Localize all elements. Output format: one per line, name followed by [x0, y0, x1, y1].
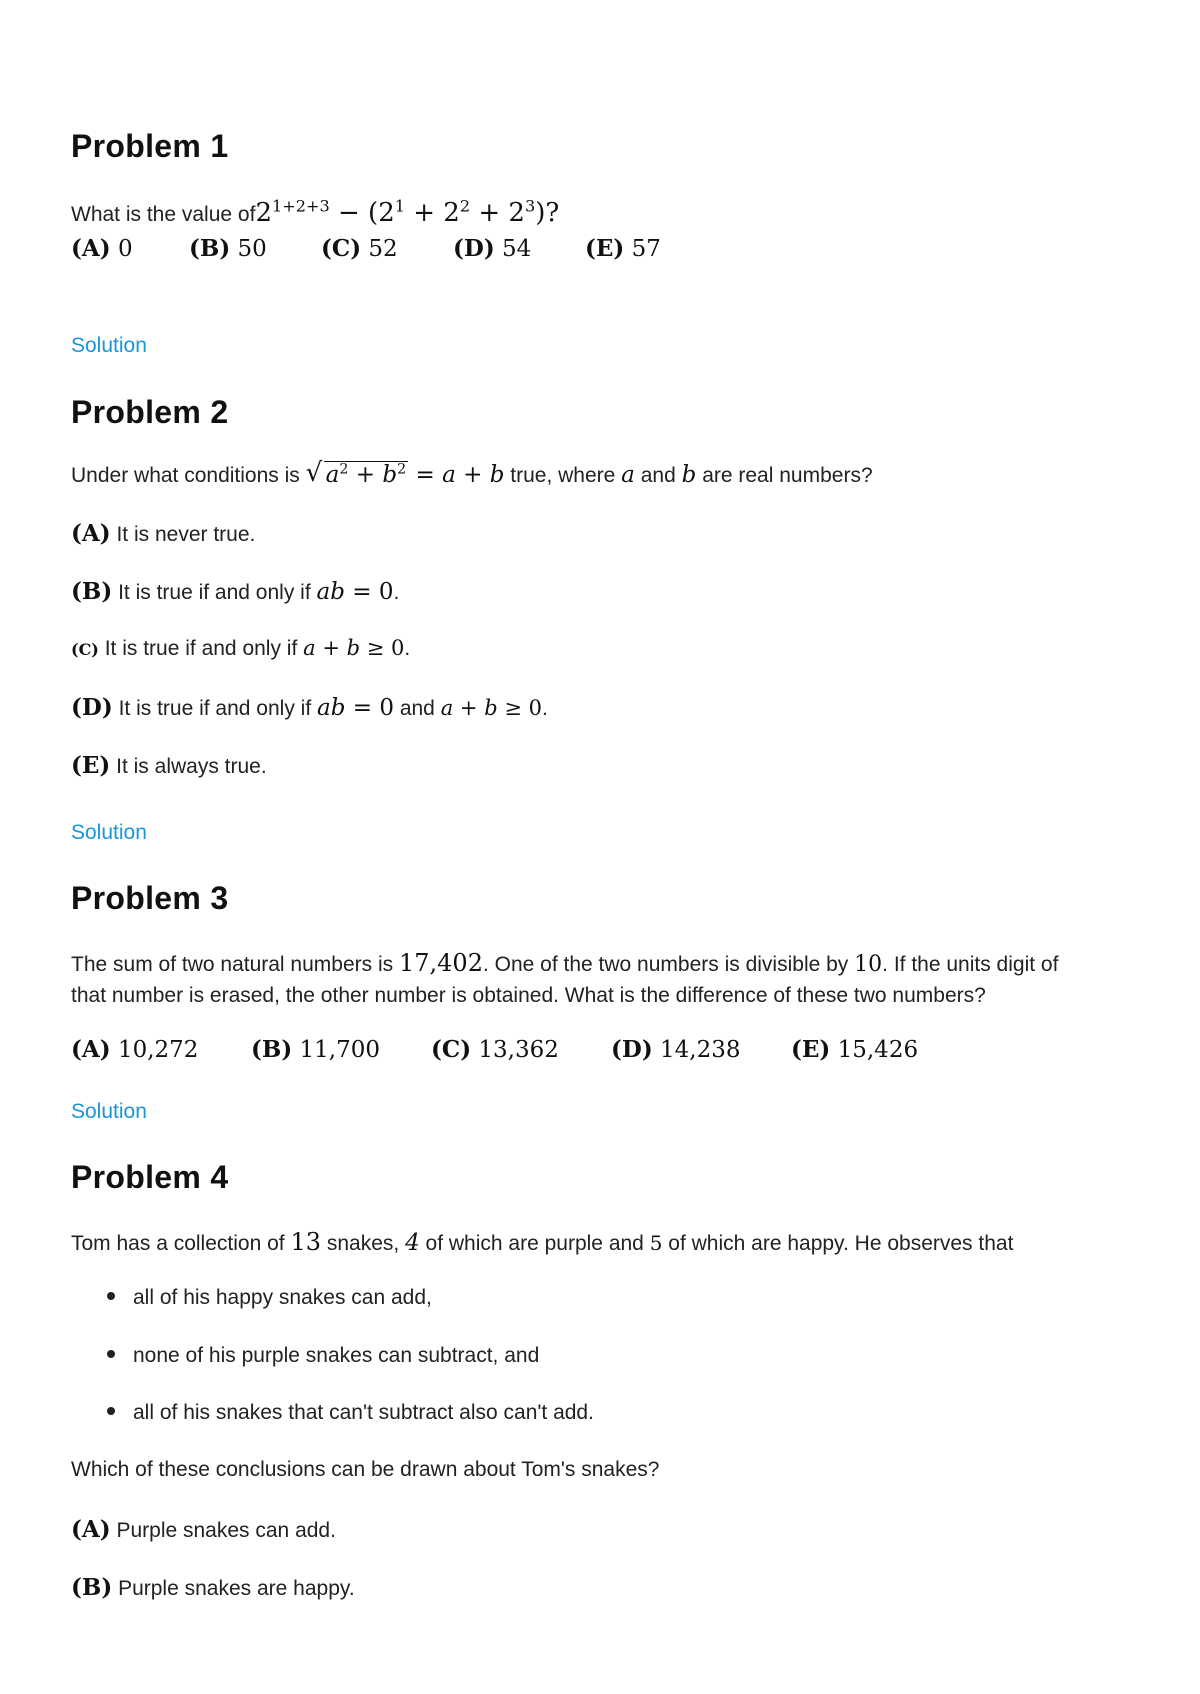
problem-3-choice-c[interactable]: (C) 13,362 [431, 1036, 559, 1063]
problem-2-var-a: a [621, 462, 635, 488]
choice-math-1: ab = 0 [317, 695, 394, 721]
problem-1-choice-a[interactable]: (A) 0 [71, 235, 133, 262]
problem-1-prompt-lead: What is the value of [71, 203, 256, 226]
problem-1-choice-d[interactable]: (D) 54 [453, 235, 532, 262]
problem-3-prompt-line-1 [71, 949, 1058, 977]
prompt-text: of which are happy. He observes that [668, 1232, 1014, 1255]
problem-1-choice-c[interactable]: (C) 52 [321, 235, 398, 262]
problem-2-prompt-lead: Under what conditions is [71, 464, 300, 487]
bullet-icon [107, 1407, 115, 1415]
problem-1-choice-e[interactable]: (E) 57 [585, 235, 661, 262]
problem-4-bullet-3 [107, 1401, 594, 1425]
problem-2-choice-e[interactable] [71, 752, 267, 779]
problem-2-prompt-tail: are real numbers? [702, 464, 873, 487]
bullet-text: all of his happy snakes can add, [133, 1286, 432, 1309]
choice-letter: (A) [71, 1516, 111, 1543]
choice-math-2: a + b ≥ 0 [440, 696, 542, 720]
problem-1-expression: $2^{1+2+3} - (2^1 + 2^2 + 2^3)$? [255, 196, 560, 228]
choice-letter: (C) [71, 640, 99, 659]
bullet-icon [107, 1350, 115, 1358]
problem-2-prompt [71, 458, 873, 488]
problem-4-bullet-1 [107, 1286, 432, 1310]
choice-letter: (A) [71, 520, 111, 547]
prompt-text: . One of the two numbers is divisible by [482, 953, 849, 976]
problem-4-prompt [71, 1228, 1013, 1256]
bullet-text: all of his snakes that can't subtract also can't add. [133, 1401, 594, 1424]
problem-4-choice-b[interactable] [71, 1574, 355, 1601]
problem-3-solution-link[interactable]: Solution [71, 1100, 147, 1123]
choice-tail: . [393, 581, 400, 604]
problem-3-choice-d[interactable]: (D) 14,238 [611, 1036, 741, 1063]
problem-2-prompt-and: and [640, 464, 676, 487]
problem-1-solution-link[interactable]: Solution [71, 334, 147, 357]
problem-2-choice-c[interactable] [71, 636, 410, 661]
choice-letter: (B) [71, 1574, 113, 1601]
bullet-icon [107, 1292, 115, 1300]
choice-tail: . [404, 637, 411, 660]
problem-2-solution-link[interactable]: Solution [71, 821, 147, 844]
choice-text: Purple snakes can add. [116, 1519, 336, 1542]
choice-letter: (B) [71, 578, 113, 605]
problem-3-choices [71, 1036, 918, 1063]
prompt-number: 4 [405, 1230, 420, 1256]
choice-text: It is true if and only if [118, 581, 311, 604]
problem-2-prompt-mid: true, where [510, 464, 616, 487]
problem-3-prompt-line-2: that number is erased, the other number is obtained. What is the difference of these two numbers? [71, 984, 986, 1007]
problem-2-choice-b[interactable] [71, 578, 399, 605]
problem-1-choices [71, 235, 661, 262]
choice-text: It is true if and only if [104, 637, 298, 660]
choice-math: ab = 0 [316, 579, 394, 605]
bullet-text: none of his purple snakes can subtract, and [133, 1344, 540, 1367]
problem-1-heading: Problem 1 [71, 128, 229, 164]
choice-math: a + b ≥ 0 [303, 636, 405, 660]
problem-1-choice-b[interactable]: (B) 50 [189, 235, 267, 262]
choice-text: It is never true. [116, 523, 256, 546]
choice-mid: and [399, 697, 435, 720]
problem-3-choice-b[interactable]: (B) 11,700 [251, 1036, 381, 1063]
choice-letter: (E) [71, 752, 111, 779]
problem-4-question: Which of these conclusions can be drawn about Tom's snakes? [71, 1458, 660, 1481]
problem-4-choice-a[interactable] [71, 1516, 336, 1543]
problem-3-heading: Problem 3 [71, 880, 229, 916]
prompt-text: Tom has a collection of [71, 1232, 285, 1255]
problem-2-equation: √ $a^2 + b^2 = a + b$ [305, 458, 505, 488]
prompt-text: . If the units digit of [882, 953, 1059, 976]
prompt-number: 13 [290, 1228, 321, 1256]
problem-1-prompt [71, 198, 559, 228]
prompt-number: 5 [649, 1231, 663, 1255]
choice-tail: . [541, 697, 548, 720]
problem-3-choice-e[interactable]: (E) 15,426 [791, 1036, 919, 1063]
choice-text: It is always true. [116, 755, 267, 778]
problem-2-var-b: b [681, 462, 697, 488]
choice-letter: (D) [71, 694, 113, 721]
prompt-text: snakes, [326, 1232, 400, 1255]
prompt-text: of which are purple and [425, 1232, 644, 1255]
problem-2-choice-d[interactable] [71, 694, 548, 721]
prompt-number: 10 [854, 952, 883, 977]
choice-text: Purple snakes are happy. [118, 1577, 355, 1600]
problem-2-heading: Problem 2 [71, 394, 229, 430]
problem-2-choice-a[interactable] [71, 520, 255, 547]
prompt-text: The sum of two natural numbers is [71, 953, 394, 976]
problem-4-heading: Problem 4 [71, 1159, 229, 1195]
problem-3-choice-a[interactable]: (A) 10,272 [71, 1036, 199, 1063]
prompt-number: 17,402 [398, 949, 483, 977]
choice-text: It is true if and only if [118, 697, 312, 720]
problem-4-bullet-2 [107, 1344, 539, 1368]
